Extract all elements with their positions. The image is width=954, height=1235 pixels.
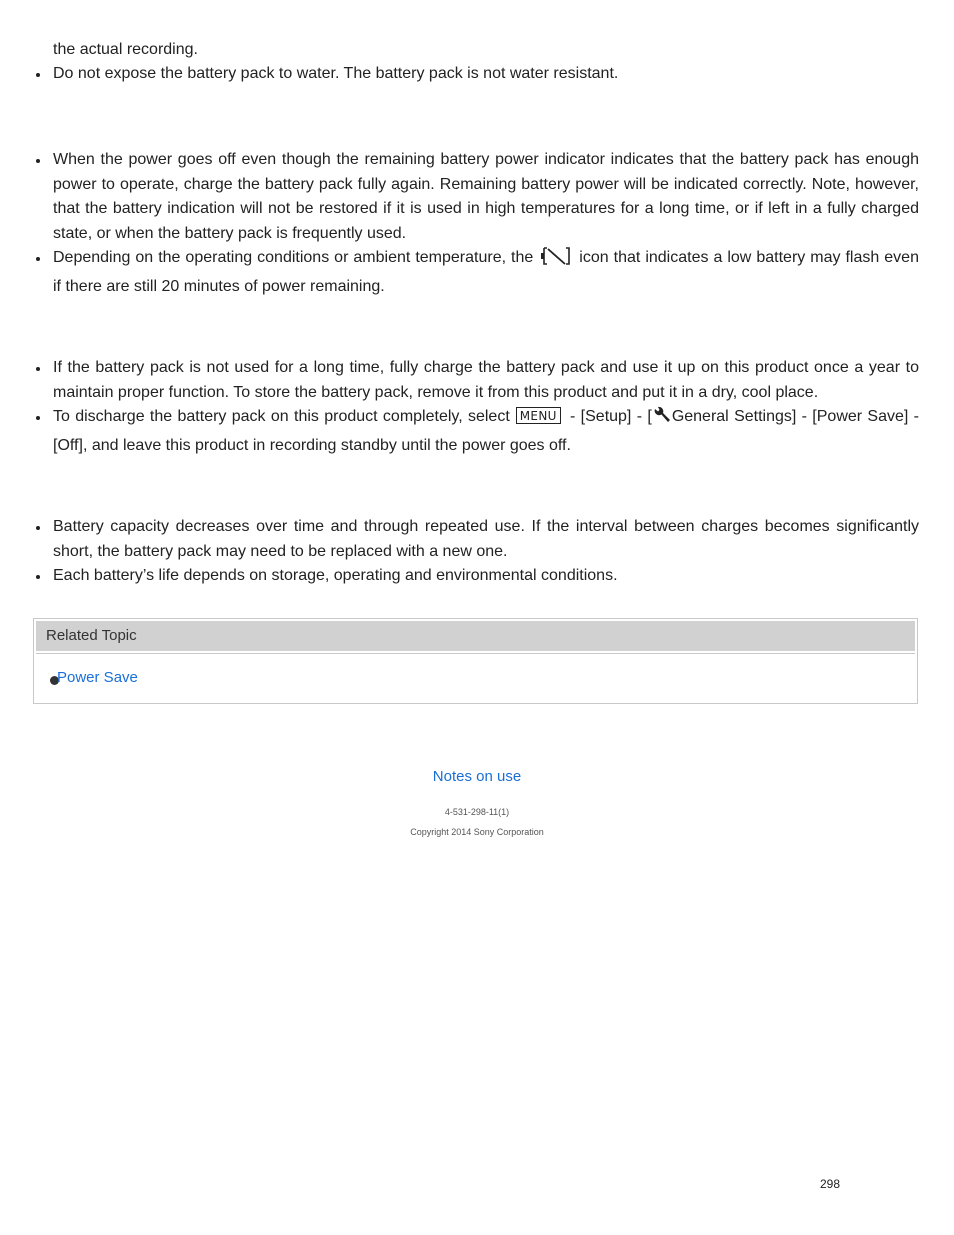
related-topic-header: Related Topic	[36, 621, 915, 651]
list-item: If the battery pack is not used for a long time, fully charge the battery pack and use it up on this product once a year to maintain proper function. To store the battery pack, remove it from this product and put it in a dry, cool place.	[33, 356, 919, 405]
power-save-link[interactable]: Power Save	[57, 669, 138, 686]
list-item: Do not expose the battery pack to water. The battery pack is not water resistant.	[33, 62, 919, 87]
list-item-text: General Settings] - [Power Save] - [Off], and leave this product in recording standby until the power goes off.	[53, 408, 919, 454]
list-item-text: icon that indicates a low battery may flash even if there are still 20 minutes of power remaining.	[53, 249, 919, 295]
notes-on-use-link[interactable]: Notes on use	[432, 768, 522, 785]
menu-key-icon: MENU	[516, 407, 561, 424]
copyright-text: Copyright 2014 Sony Corporation	[410, 827, 544, 837]
document-id: 4-531-298-11(1)	[444, 807, 510, 817]
bullet-list-capacity	[33, 515, 919, 589]
related-topic-box	[33, 618, 918, 704]
list-item-text: Depending on the operating conditions or ambient temperature, the	[53, 249, 534, 266]
wrench-icon	[652, 405, 672, 434]
list-item	[33, 246, 919, 299]
page-number: 298	[819, 1177, 841, 1191]
bullet-list-storage	[33, 356, 919, 458]
list-item: Battery capacity decreases over time and through repeated use. If the interval between charges becomes significantly short, the battery pack may need to be replaced with a new one.	[33, 515, 919, 564]
continuation-text: the actual recording.	[53, 41, 198, 58]
list-item-text: - [Setup] - [	[570, 408, 652, 425]
list-item: When the power goes off even though the remaining battery power indicator indicates that the battery pack has enough power to operate, charge the battery pack fully again. Remaining battery power will be indicated correctly. Note, however, that the battery indication will not be restored if it is used in high temperatures for a long time, or if left in a fully charged state, or when the battery pack is frequently used.	[33, 148, 919, 246]
bullet-list-indicator	[33, 148, 919, 299]
divider	[36, 653, 915, 654]
list-item-text: To discharge the battery pack on this product completely, select	[53, 408, 510, 425]
footer-nav	[0, 765, 954, 789]
low-battery-icon	[538, 246, 574, 275]
list-item: Each battery’s life depends on storage, operating and environmental conditions.	[33, 564, 919, 589]
bullet-list-water	[33, 62, 919, 87]
related-link-row	[50, 666, 138, 690]
list-item	[33, 405, 919, 458]
